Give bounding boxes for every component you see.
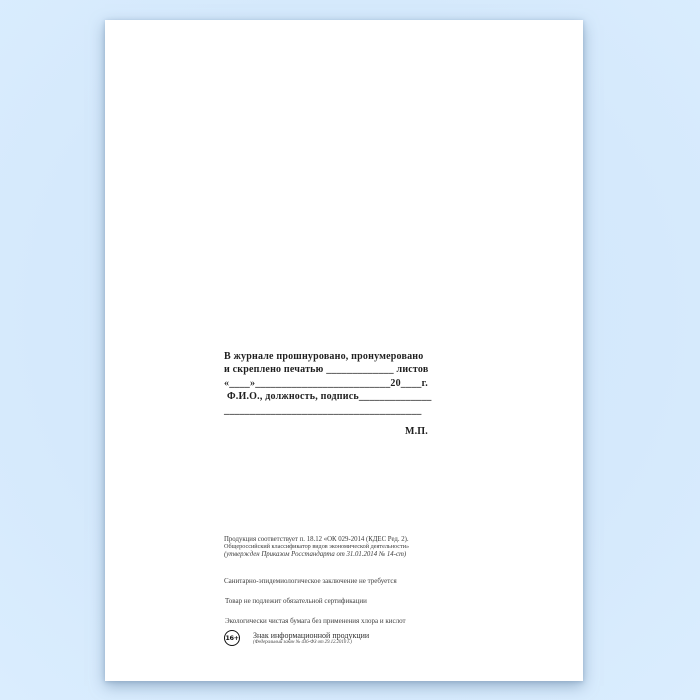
info-sign-block: [253, 631, 369, 646]
age-mark-row: [224, 630, 369, 646]
compliance-footer: [224, 536, 464, 666]
classifier-line-3: (утвержден Приказом Росстандарта от 31.01.2014 № 14-ст): [224, 550, 407, 558]
name-position-signature-line: Ф.И.О., должность, подпись______________: [227, 391, 432, 403]
sanitary-statement: Санитарно-эпидемиологическое заключение не требуется: [224, 577, 397, 585]
classifier-line-2: Общероссийский классификатор видов экономической деятельности»: [224, 543, 410, 551]
seal-place-mark: М.П.: [404, 426, 428, 438]
blank-underscore-line: ______________________________________: [224, 404, 422, 416]
date-blank-line: «____»__________________________20____г.: [224, 377, 428, 389]
info-sign-law: (Федеральный закон № 436-ФЗ от 29.12.2010 г.): [253, 639, 352, 645]
document-page: [105, 20, 583, 681]
stitch-line-2: и скреплено печатью _____________ листов: [224, 364, 429, 376]
classifier-paragraph: [224, 536, 409, 558]
classifier-line-1: Продукция соответствует п. 18.12 «ОК 029-2014 (КДЕС Ред. 2).: [224, 536, 409, 543]
age-16-plus-icon: 16+: [224, 630, 240, 646]
ecology-statement: Экологически чистая бумага без применения хлора и кислот: [225, 617, 406, 625]
certification-statement: Товар не подлежит обязательной сертификации: [225, 597, 367, 605]
info-sign-title: Знак информационной продукции: [253, 630, 370, 640]
stitch-line-1: В журнале прошнуровано, пронумеровано: [224, 351, 424, 362]
stitch-seal-block: [224, 350, 432, 438]
